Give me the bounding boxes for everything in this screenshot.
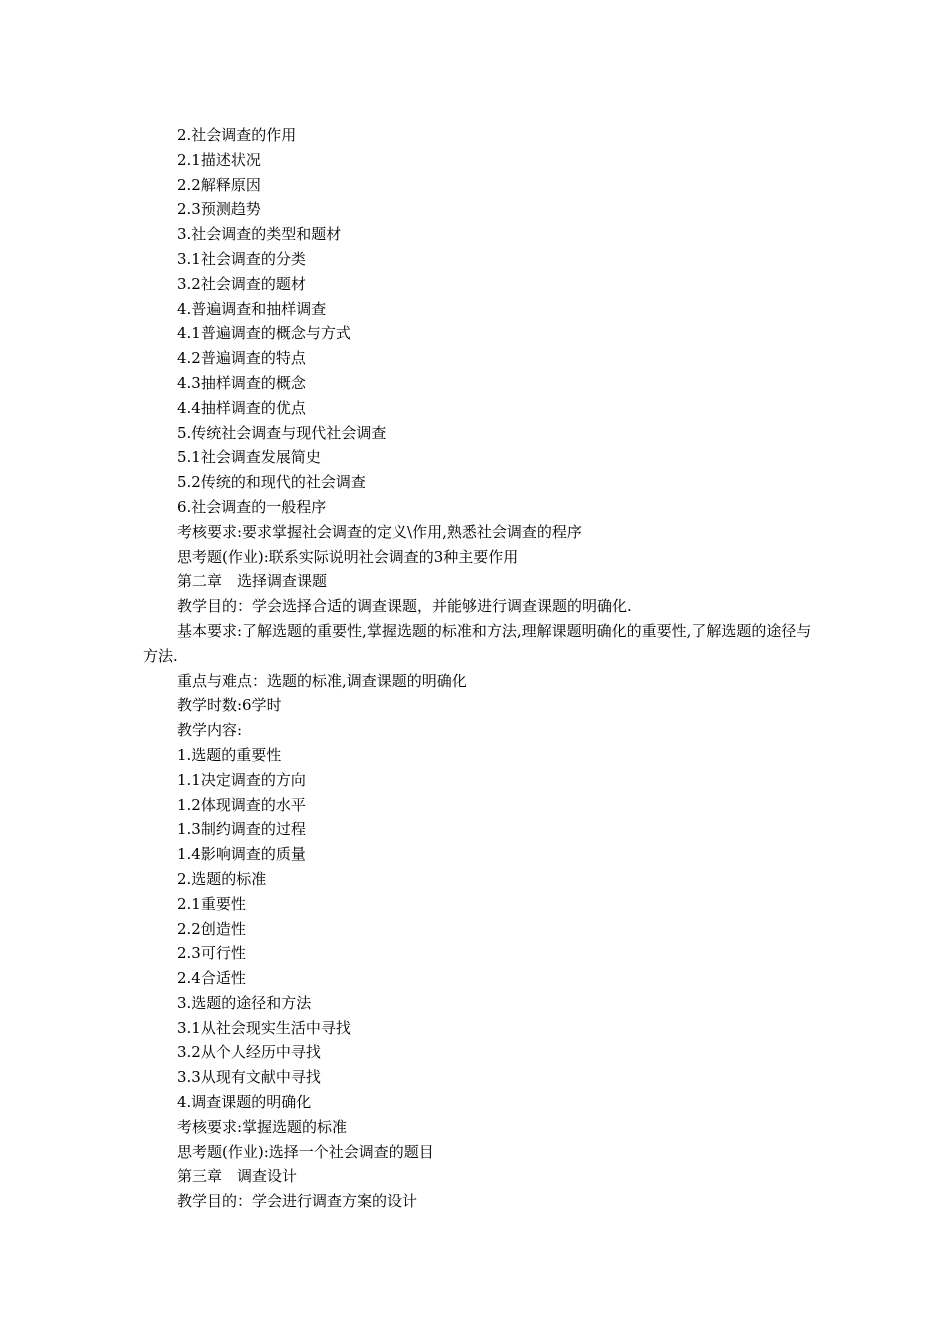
subsection-item: 2.2解释原因 xyxy=(177,175,261,194)
teaching-hours: 教学时数:6学时 xyxy=(177,696,282,715)
key-points: 重点与难点：选题的标准,调查课题的明确化 xyxy=(177,671,467,690)
section-heading: 6.社会调查的一般程序 xyxy=(177,497,327,516)
subsection-item: 2.2创造性 xyxy=(177,919,246,938)
subsection-item: 4.4抽样调查的优点 xyxy=(177,398,306,417)
homework-question: 思考题(作业):选择一个社会调查的题目 xyxy=(177,1142,434,1161)
subsection-item: 5.2传统的和现代的社会调查 xyxy=(177,473,366,492)
section-heading: 2.选题的标准 xyxy=(177,869,267,888)
assessment-requirement: 考核要求:掌握选题的标准 xyxy=(177,1117,348,1136)
chapter-title: 第三章 调查设计 xyxy=(177,1167,298,1186)
subsection-item: 3.1从社会现实生活中寻找 xyxy=(177,1018,351,1037)
teaching-objective: 教学目的：学会选择合适的调查课题，并能够进行调查课题的明确化. xyxy=(177,597,632,616)
subsection-item: 3.2从个人经历中寻找 xyxy=(177,1043,321,1062)
subsection-item: 4.1普遍调查的概念与方式 xyxy=(177,324,351,343)
document-body xyxy=(143,123,813,1214)
subsection-item: 3.2社会调查的题材 xyxy=(177,274,306,293)
chapter-title: 第二章 选择调查课题 xyxy=(177,572,328,591)
section-heading: 2.社会调查的作用 xyxy=(177,126,297,144)
teaching-content-label: 教学内容: xyxy=(177,721,243,740)
subsection-item: 1.4影响调查的质量 xyxy=(177,845,306,864)
section-heading: 4.普遍调查和抽样调查 xyxy=(177,299,327,318)
section-heading: 3.选题的途径和方法 xyxy=(177,993,312,1012)
subsection-item: 1.3制约调查的过程 xyxy=(177,820,306,839)
subsection-item: 3.1社会调查的分类 xyxy=(177,249,306,268)
subsection-item: 2.1描述状况 xyxy=(177,150,261,169)
subsection-item: 2.3可行性 xyxy=(177,944,246,963)
subsection-item: 2.4合适性 xyxy=(177,969,246,988)
teaching-objective: 教学目的：学会进行调查方案的设计 xyxy=(177,1192,418,1211)
subsection-item: 3.3从现有文献中寻找 xyxy=(177,1068,321,1087)
section-heading: 3.社会调查的类型和题材 xyxy=(177,225,342,244)
homework-question: 思考题(作业):联系实际说明社会调查的3种主要作用 xyxy=(177,547,519,566)
section-heading: 5.传统社会调查与现代社会调查 xyxy=(177,423,387,442)
subsection-item: 2.3预测趋势 xyxy=(177,200,261,219)
subsection-item: 5.1社会调查发展简史 xyxy=(177,448,321,467)
basic-requirement-paragraph: 基本要求:了解选题的重要性,掌握选题的标准和方法,理解课题明确化的重要性,了解选题的途径与方法. xyxy=(143,621,812,665)
subsection-item: 2.1重要性 xyxy=(177,894,246,913)
section-heading: 4.调查课题的明确化 xyxy=(177,1093,312,1112)
subsection-item: 1.1决定调查的方向 xyxy=(177,770,306,789)
subsection-item: 1.2体现调查的水平 xyxy=(177,795,306,814)
subsection-item: 4.3抽样调查的概念 xyxy=(177,373,306,392)
section-heading: 1.选题的重要性 xyxy=(177,745,282,764)
assessment-requirement: 考核要求:要求掌握社会调查的定义\作用,熟悉社会调查的程序 xyxy=(177,522,582,541)
subsection-item: 4.2普遍调查的特点 xyxy=(177,349,306,368)
